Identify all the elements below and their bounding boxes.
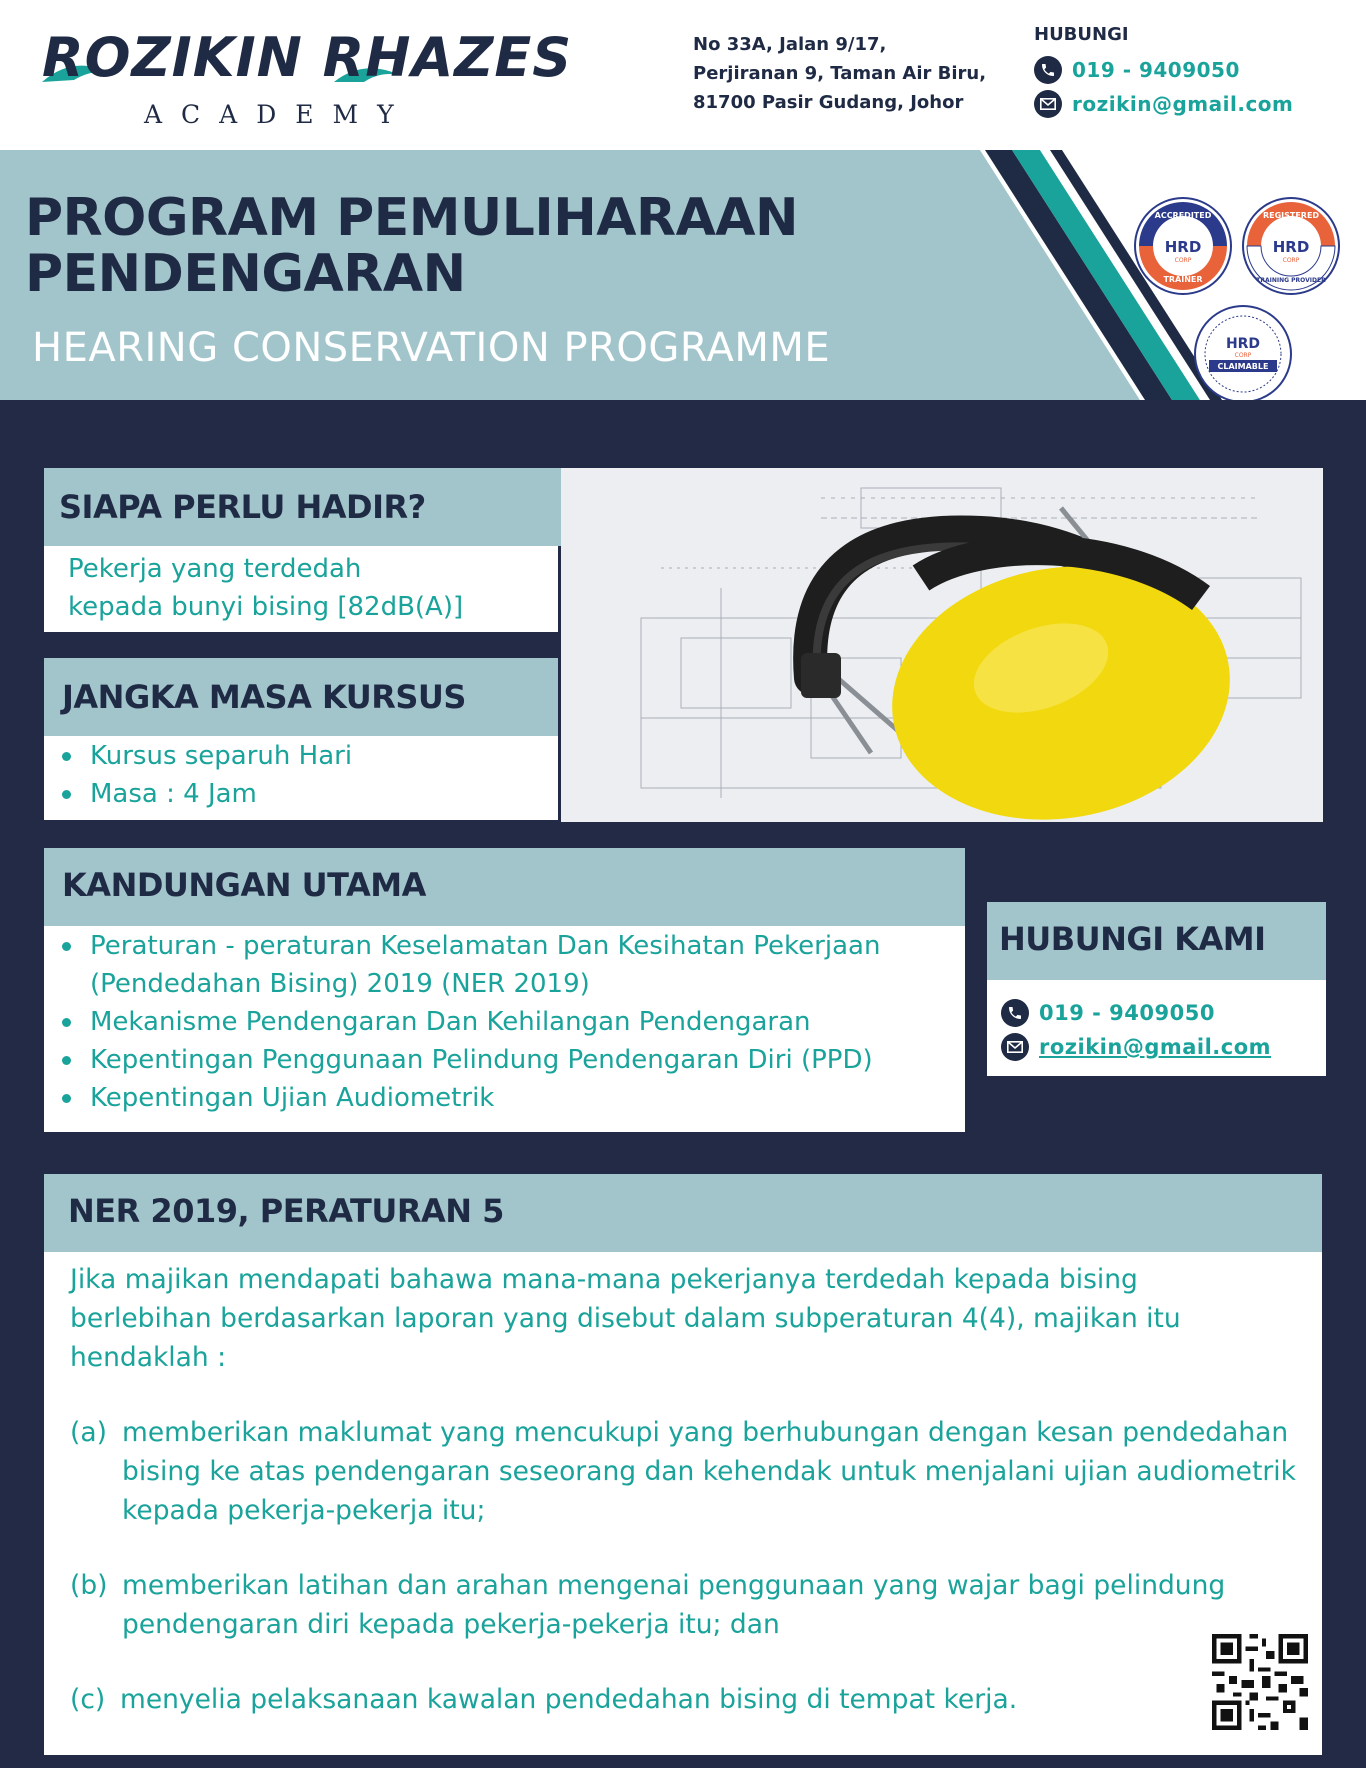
- clause-label: (b): [70, 1570, 108, 1601]
- hrdcorp-claimable-badge: [1193, 304, 1293, 404]
- registered-training-provider-badge: [1241, 196, 1341, 296]
- page-title: [25, 190, 855, 302]
- badge-text: HRD: [1225, 336, 1261, 352]
- header-phone-text: 019 - 9409050: [1072, 58, 1240, 82]
- list-item: Masa : 4 Jam: [44, 775, 558, 813]
- phone-icon: [1001, 999, 1029, 1027]
- list-item: Kepentingan Ujian Audiometrik: [44, 1079, 955, 1117]
- logo-academy-text: ACADEMY: [144, 100, 413, 129]
- badge-text: ACCREDITED: [1154, 211, 1212, 220]
- badge-text: CORP: [1174, 257, 1192, 264]
- clause-label: (c): [70, 1684, 106, 1715]
- title-line: PROGRAM PEMULIHARAAN: [25, 188, 799, 248]
- duration-heading: [44, 658, 558, 736]
- badge-text: REGISTERED: [1262, 211, 1320, 220]
- ner-body: [44, 1252, 1322, 1755]
- ner-clause: [70, 1413, 1310, 1530]
- clause-label: (a): [70, 1417, 107, 1448]
- earmuffs-illustration: [561, 468, 1323, 822]
- ner-heading: [44, 1174, 1322, 1252]
- ner-clause: [70, 1680, 1190, 1719]
- duration-list: [44, 737, 558, 813]
- accredited-trainer-badge: [1133, 196, 1233, 296]
- list-item: Mekanisme Pendengaran Dan Kehilangan Pendengaran: [44, 1003, 955, 1041]
- badge-text: HRD: [1272, 238, 1310, 256]
- who-body: [44, 546, 558, 632]
- header-contact: [1034, 24, 1354, 121]
- header: [0, 0, 1366, 150]
- list-item: Kursus separuh Hari: [44, 737, 558, 775]
- duration-heading-text: JANGKA MASA KURSUS: [62, 678, 466, 716]
- badge-text: TRAINER: [1163, 275, 1203, 284]
- page-subtitle: HEARING CONSERVATION PROGRAMME: [32, 325, 831, 371]
- contact-body: [987, 980, 1326, 1076]
- content-area: [0, 400, 1366, 1768]
- clause-text: menyelia pelaksanaan kawalan pendedahan bising di tempat kerja.: [120, 1684, 1018, 1715]
- header-email[interactable]: [1034, 87, 1354, 121]
- qr-code[interactable]: [1208, 1630, 1312, 1734]
- clause-text: memberikan maklumat yang mencukupi yang berhubungan dengan kesan pendedahan bising ke atas pendengaran seseorang dan kehendak untuk menjalani ujian audiometrik kepada pekerja-pekerja itu;: [122, 1417, 1296, 1526]
- badge-text: CORP: [1234, 352, 1252, 359]
- badge-text: TRAINING PROVIDER: [1256, 277, 1326, 284]
- logo-brand-text: ROZIKIN RHAZES: [42, 26, 573, 89]
- contact-phone[interactable]: [1001, 996, 1326, 1030]
- contact-email[interactable]: [1001, 1030, 1326, 1064]
- title-line: PENDENGARAN: [25, 244, 466, 304]
- mail-icon: [1001, 1033, 1029, 1061]
- content-body: [44, 926, 965, 1132]
- header-phone[interactable]: [1034, 53, 1354, 87]
- who-heading-text: SIAPA PERLU HADIR?: [59, 488, 426, 526]
- content-heading-text: KANDUNGAN UTAMA: [62, 866, 426, 904]
- phone-icon: [1034, 56, 1062, 84]
- earmuffs-photo: [561, 468, 1323, 822]
- duration-body: [44, 736, 558, 820]
- mail-icon: [1034, 90, 1062, 118]
- contact-heading: [987, 902, 1326, 980]
- title-banner: [0, 150, 1366, 400]
- qr-code-image: [1208, 1630, 1312, 1734]
- badge-text: CLAIMABLE: [1217, 362, 1269, 371]
- badge-text: HRD: [1164, 238, 1202, 256]
- contact-phone-text: 019 - 9409050: [1039, 1001, 1215, 1025]
- address-block: [693, 30, 1023, 117]
- who-line: Pekerja yang terdedah: [68, 554, 362, 584]
- contact-heading-text: HUBUNGI KAMI: [999, 920, 1266, 958]
- address-line: No 33A, Jalan 9/17,: [693, 34, 887, 55]
- ner-clause: [70, 1566, 1310, 1644]
- header-email-text: rozikin@gmail.com: [1072, 92, 1294, 116]
- address-line: 81700 Pasir Gudang, Johor: [693, 92, 964, 113]
- list-item: Peraturan - peraturan Keselamatan Dan Kesihatan Pekerjaan (Pendedahan Bising) 2019 (NER 2019): [44, 927, 955, 1003]
- list-item: Kepentingan Penggunaan Pelindung Pendengaran Diri (PPD): [44, 1041, 955, 1079]
- who-heading: [44, 468, 561, 546]
- ner-intro: Jika majikan mendapati bahawa mana-mana pekerjanya terdedah kepada bising berlebihan berdasarkan laporan yang disebut dalam subperaturan 4(4), majikan itu hendaklah :: [70, 1264, 1181, 1373]
- address-line: Perjiranan 9, Taman Air Biru,: [693, 63, 987, 84]
- ner-heading-text: NER 2019, PERATURAN 5: [68, 1192, 504, 1230]
- who-line: kepada bunyi bising [82dB(A)]: [68, 592, 464, 622]
- clause-text: memberikan latihan dan arahan mengenai penggunaan yang wajar bagi pelindung pendengaran diri kepada pekerja-pekerja itu; dan: [122, 1570, 1226, 1640]
- badge-text: CORP: [1282, 257, 1300, 264]
- content-list: [44, 927, 955, 1117]
- contact-email-link[interactable]: rozikin@gmail.com: [1039, 1035, 1272, 1059]
- contact-title: HUBUNGI: [1034, 24, 1129, 45]
- academy-logo[interactable]: [34, 24, 604, 134]
- content-heading: [44, 848, 965, 926]
